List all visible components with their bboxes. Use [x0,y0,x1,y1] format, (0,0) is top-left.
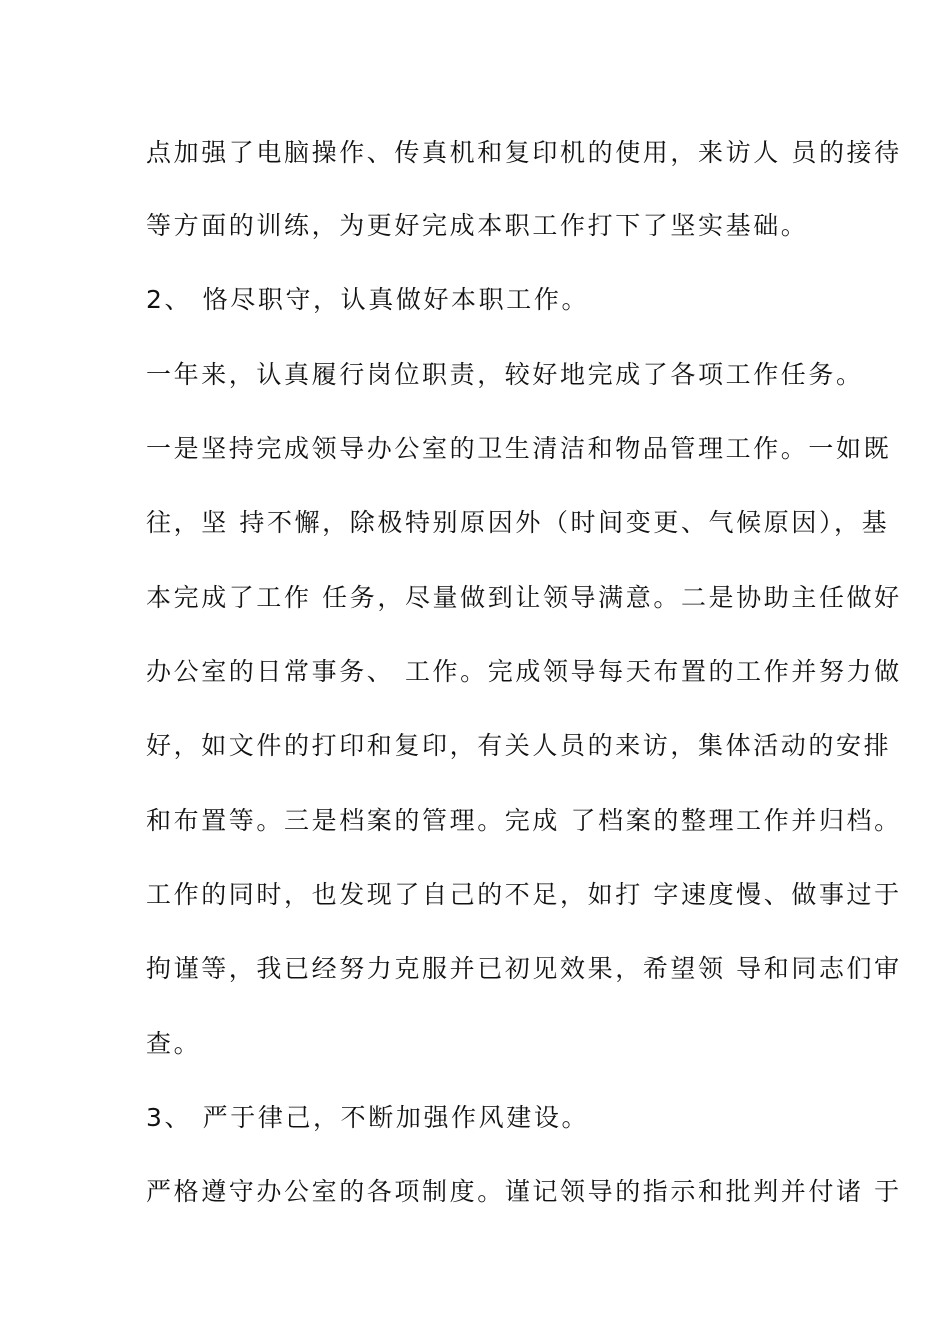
text-line: 一是坚持完成领导办公室的卫生清洁和物品管理工作。一如既 [146,434,892,463]
text-line: 等方面的训练，为更好完成本职工作打下了坚实基础。 [146,211,809,240]
text-line: 点加强了电脑操作、传真机和复印机的使用，来访人 员的接待 [146,138,902,167]
text-line: 工作的同时，也发现了自己的不足，如打 字速度慢、做事过于 [146,880,902,909]
text-line: 查。 [146,1029,202,1058]
text-line: 和布置等。三是档案的管理。完成 了档案的整理工作并归档。 [146,806,902,835]
section-heading: 3、 严于律己，不断加强作风建设。 [146,1103,590,1132]
text-line: 往，坚 持不懈，除极特别原因外（时间变更、气候原因），基 [146,508,890,537]
text-line: 好，如文件的打印和复印，有关人员的来访，集体活动的安排 [146,731,892,760]
text-line: 办公室的日常事务、 工作。完成领导每天布置的工作并努力做 [146,657,902,686]
text-line: 严格遵守办公室的各项制度。谨记领导的指示和批判并付诸 于 [146,1177,902,1206]
section-heading: 2、 恪尽职守，认真做好本职工作。 [146,285,590,314]
text-line: 一年来，认真履行岗位职责，较好地完成了各项工作任务。 [146,360,864,389]
text-line: 拘谨等，我已经努力克服并已初见效果，希望领 导和同志们审 [146,954,902,983]
text-line: 本完成了工作 任务，尽量做到让领导满意。二是协助主任做好 [146,583,902,612]
